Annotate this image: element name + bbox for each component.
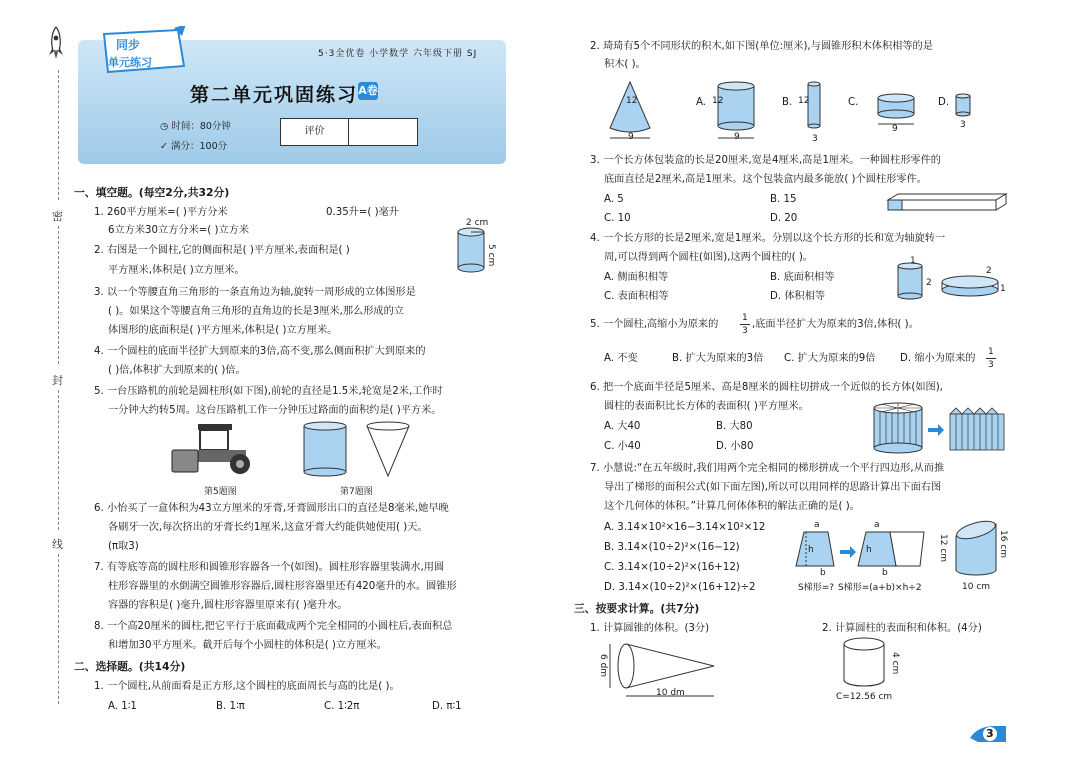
q7-line-a: 7. 有等底等高的圆柱形和圆锥形容器各一个(如图)。圆柱形容器里装满水,用圆 bbox=[94, 562, 445, 573]
choice2-line-b: 积木( )。 bbox=[604, 59, 646, 70]
q7-line-b: 柱形容器里的水倒满空圆锥形容器后,圆柱形容器里还有420毫升的水。圆锥形 bbox=[108, 581, 457, 592]
choice5-option-b: B. 扩大为原来的3倍 bbox=[672, 353, 764, 364]
choice3-line-a: 3. 一个长方体包装盒的长是20厘米,宽是4厘米,高是1厘米。一种圆柱形零件的 bbox=[590, 155, 941, 166]
sliced-short-height: 12 cm bbox=[938, 534, 948, 563]
block-a-height: 12 bbox=[712, 96, 724, 106]
cylinder-cone-figure bbox=[298, 420, 416, 480]
block-a-label: A. bbox=[696, 97, 707, 108]
cut-line bbox=[58, 390, 59, 530]
badge-line2: 单元练习 bbox=[108, 56, 152, 69]
choice7-line-c: 这个几何体的体积。”计算几何体体积的解法正确的是( )。 bbox=[604, 501, 860, 512]
q2-line-b: 平方厘米,体积是( )立方厘米。 bbox=[108, 265, 245, 276]
choice4-line-a: 4. 一个长方形的长是2厘米,宽是1厘米。分别以这个长方形的长和宽为轴旋转一 bbox=[590, 233, 946, 244]
blocks-figure bbox=[606, 76, 996, 150]
block-c-base: 9 bbox=[892, 124, 898, 134]
clock-icon: ◷ bbox=[160, 121, 172, 132]
calc1-prompt: 1. 计算圆锥的体积。(3分) bbox=[590, 623, 710, 634]
cyl1-height-label: 2 bbox=[926, 278, 932, 288]
exam-time bbox=[160, 118, 231, 132]
evaluation-label: 评价 bbox=[281, 119, 349, 145]
evaluation-box bbox=[280, 118, 418, 146]
choice5-d-fraction-den: 3 bbox=[988, 360, 994, 370]
choice6-option-a: A. 大40 bbox=[604, 421, 641, 432]
cut-line bbox=[58, 554, 59, 704]
q6-line-b: 各刷牙一次,每次挤出的牙膏长约1厘米,这盒牙膏大约能供她使用( )天。 bbox=[108, 522, 428, 533]
block-b-height: 12 bbox=[798, 96, 810, 106]
q4-line-a: 4. 一个圆柱的底面半径扩大到原来的3倍,高不变,那么侧面积扩大到原来的 bbox=[94, 346, 426, 357]
para-bottom-label: b bbox=[882, 568, 888, 578]
choice7-option-b: B. 3.14×(10÷2)²×(16−12) bbox=[604, 542, 740, 553]
block-d-base: 3 bbox=[960, 120, 966, 130]
q7-line-c: 容器的容积是( )毫升,圆柱形容器里原来有( )毫升水。 bbox=[108, 600, 348, 611]
q6-line-c: (π取3) bbox=[108, 541, 139, 552]
binding-margin bbox=[0, 0, 70, 764]
calc-cylinder-figure bbox=[838, 634, 898, 690]
block-a-base: 9 bbox=[734, 132, 740, 142]
choice7-option-d: D. 3.14×(10÷2)²×(16+12)÷2 bbox=[604, 582, 756, 593]
q2-line-a: 2. 右图是一个圆柱,它的侧面积是( )平方厘米,表面积是( ) bbox=[94, 245, 350, 256]
choice5-stem-b: ,底面半径扩大为原来的3倍,体积( )。 bbox=[752, 319, 919, 330]
choice4-option-d: D. 体积相等 bbox=[770, 291, 826, 302]
binding-char-mi: 密 bbox=[52, 210, 63, 223]
cylinder-cut-figure bbox=[872, 400, 1010, 458]
cut-line bbox=[58, 70, 59, 200]
choice5-fraction-den: 3 bbox=[742, 326, 748, 336]
cut-line bbox=[58, 226, 59, 364]
choice6-option-b: B. 大80 bbox=[716, 421, 753, 432]
choice5-option-a: A. 不变 bbox=[604, 353, 638, 364]
check-icon: ✓ bbox=[160, 141, 171, 152]
calc-cylinder-height: 4 cm bbox=[890, 652, 900, 675]
calc-cylinder-circumference: C=12.56 cm bbox=[836, 692, 893, 702]
fig7-caption: 第7题图 bbox=[340, 487, 373, 497]
trap-height-label: h bbox=[808, 545, 814, 555]
choice2-line-a: 2. 琦琦有5个不同形状的积木,如下图(单位:厘米),与圆锥形积木体积相等的是 bbox=[590, 41, 933, 52]
sliced-tall-height: 16 cm bbox=[998, 530, 1008, 559]
choice7-line-a: 7. 小慧说:“在五年级时,我们用两个完全相同的梯形拼成一个平行四边形,从而推 bbox=[590, 463, 945, 474]
paper-version-badge: A卷 bbox=[358, 82, 378, 100]
choice1-option-b: B. 1∶π bbox=[216, 701, 245, 712]
choice3-line-b: 底面直径是2厘米,高是1厘米。这个包装盒内最多能放( )个圆柱形零件。 bbox=[604, 174, 927, 185]
cone-length-label: 10 dm bbox=[656, 688, 685, 698]
choice1-stem: 1. 一个圆柱,从前面看是正方形,这个圆柱的底面周长与高的比是( )。 bbox=[94, 681, 400, 692]
q6-line-a: 6. 小怡买了一盒体积为43立方厘米的牙膏,牙膏圆形出口的直径是8毫米,她早晚 bbox=[94, 503, 449, 514]
choice5-d-fraction-bar bbox=[986, 358, 996, 359]
choice6-option-d: D. 小80 bbox=[716, 441, 754, 452]
q1-line-a: 1. 260平方厘米=( )平方分米 bbox=[94, 207, 228, 218]
cyl1-radius-label: 1 bbox=[910, 256, 916, 266]
choice5-d-fraction-num: 1 bbox=[988, 347, 994, 357]
badge-line1: 同步 bbox=[116, 38, 141, 52]
q8-line-b: 和增加30平方厘米。截开后每个小圆柱的体积是( )立方厘米。 bbox=[108, 640, 387, 651]
packaging-box-figure bbox=[884, 190, 1010, 218]
choice6-line-a: 6. 把一个底面半径是5厘米、高是8厘米的圆柱切拼成一个近似的长方体(如图), bbox=[590, 382, 943, 393]
exam-score bbox=[160, 138, 227, 152]
trap-area-formula: S梯形=(a+b)×h÷2 bbox=[838, 583, 922, 593]
page-number: 3 bbox=[986, 727, 994, 740]
series-label: 5·3全优卷 小学数学 六年级下册 SJ bbox=[318, 49, 478, 59]
trap-bottom-label: b bbox=[820, 568, 826, 578]
binding-char-xian: 线 bbox=[52, 538, 63, 551]
cyl2-height-label: 1 bbox=[1000, 284, 1006, 294]
cylinder-diameter-label: 2 cm bbox=[466, 218, 489, 228]
road-roller-figure bbox=[168, 420, 264, 476]
cone-height-label: 12 bbox=[626, 96, 638, 106]
exam-time-text: 时间：80分钟 bbox=[171, 121, 231, 132]
choice6-option-c: C. 小40 bbox=[604, 441, 641, 452]
choice3-option-d: D. 20 bbox=[770, 213, 798, 224]
block-d-label: D. bbox=[938, 97, 950, 108]
section-choice: 二、选择题。(共14分) bbox=[74, 660, 186, 673]
choice3-option-a: A. 5 bbox=[604, 194, 624, 205]
cone-base-label: 9 bbox=[628, 132, 634, 142]
choice3-option-b: B. 15 bbox=[770, 194, 797, 205]
section-calculation: 三、按要求计算。(共7分) bbox=[574, 602, 700, 615]
calc2-prompt: 2. 计算圆柱的表面积和体积。(4分) bbox=[822, 623, 982, 634]
choice5-stem-a: 5. 一个圆柱,高缩小为原来的 bbox=[590, 319, 719, 330]
choice1-option-c: C. 1∶2π bbox=[324, 701, 360, 712]
q3-line-a: 3. 以一个等腰直角三角形的一条直角边为轴,旋转一周形成的立体图形是 bbox=[94, 287, 416, 298]
choice4-option-c: C. 表面积相等 bbox=[604, 291, 669, 302]
q3-line-c: 体图形的底面积是( )平方厘米,体积是( )立方厘米。 bbox=[108, 325, 338, 336]
choice5-fraction-num: 1 bbox=[742, 313, 748, 323]
choice7-line-b: 导出了梯形的面积公式(如下面左图),所以可以用同样的思路计算出下面右图 bbox=[604, 482, 942, 493]
choice5-option-c: C. 扩大为原来的9倍 bbox=[784, 353, 876, 364]
block-b-base: 3 bbox=[812, 134, 818, 144]
q3-line-b: ( )。如果这个等腰直角三角形的直角边的长是3厘米,那么形成的立 bbox=[108, 306, 404, 317]
cyl2-radius-label: 2 bbox=[986, 266, 992, 276]
block-c-label: C. bbox=[848, 97, 859, 108]
choice5-fraction-bar bbox=[740, 324, 750, 325]
choice4-option-b: B. 底面积相等 bbox=[770, 272, 835, 283]
rocket-icon bbox=[46, 26, 66, 60]
para-top-label: a bbox=[874, 520, 880, 530]
unit-practice-badge bbox=[98, 26, 188, 78]
q5-line-b: 一分钟大约转5周。这台压路机工作一分钟压过路面的面积约是( )平方米。 bbox=[108, 405, 442, 416]
choice6-line-b: 圆柱的表面积比长方体的表面积( )平方厘米。 bbox=[604, 401, 809, 412]
choice5-option-d: D. 缩小为原来的 bbox=[900, 353, 976, 364]
section-fill-blank: 一、填空题。(每空2分,共32分) bbox=[74, 186, 230, 199]
q1-line-c: 6立方米30立方分米=( )立方米 bbox=[108, 225, 250, 236]
choice1-option-d: D. π∶1 bbox=[432, 701, 462, 712]
choice7-option-c: C. 3.14×(10÷2)²×(16+12) bbox=[604, 562, 740, 573]
cylinder-height-label: 5 cm bbox=[486, 244, 496, 267]
trap-formula-unknown: S梯形=? bbox=[798, 583, 835, 593]
q5-line-a: 5. 一台压路机的前轮是圆柱形(如下图),前轮的直径是1.5米,轮宽是2米,工作时 bbox=[94, 386, 443, 397]
sliced-diameter: 10 cm bbox=[962, 582, 991, 592]
q1-line-b: 0.35升=( )毫升 bbox=[326, 207, 399, 218]
choice4-line-b: 周,可以得到两个圆柱(如图),这两个圆柱的( )。 bbox=[604, 252, 813, 263]
trap-top-label: a bbox=[814, 520, 820, 530]
binding-char-feng: 封 bbox=[52, 374, 63, 387]
para-height-label: h bbox=[866, 545, 872, 555]
cone-diameter-label: 6 dm bbox=[598, 654, 608, 678]
choice3-option-c: C. 10 bbox=[604, 213, 631, 224]
choice4-option-a: A. 侧面积相等 bbox=[604, 272, 669, 283]
block-b-label: B. bbox=[782, 97, 793, 108]
choice1-option-a: A. 1∶1 bbox=[108, 701, 137, 712]
q4-line-b: ( )倍,体积扩大到原来的( )倍。 bbox=[108, 365, 246, 376]
q8-line-a: 8. 一个高20厘米的圆柱,把它平行于底面截成两个完全相同的小圆柱后,表面积总 bbox=[94, 621, 453, 632]
page-title: 第二单元巩固练习 bbox=[190, 84, 359, 106]
fig5-caption: 第5题图 bbox=[204, 487, 237, 497]
choice7-option-a: A. 3.14×10²×16−3.14×10²×12 bbox=[604, 522, 766, 533]
exam-score-text: 满分：100分 bbox=[170, 141, 228, 152]
